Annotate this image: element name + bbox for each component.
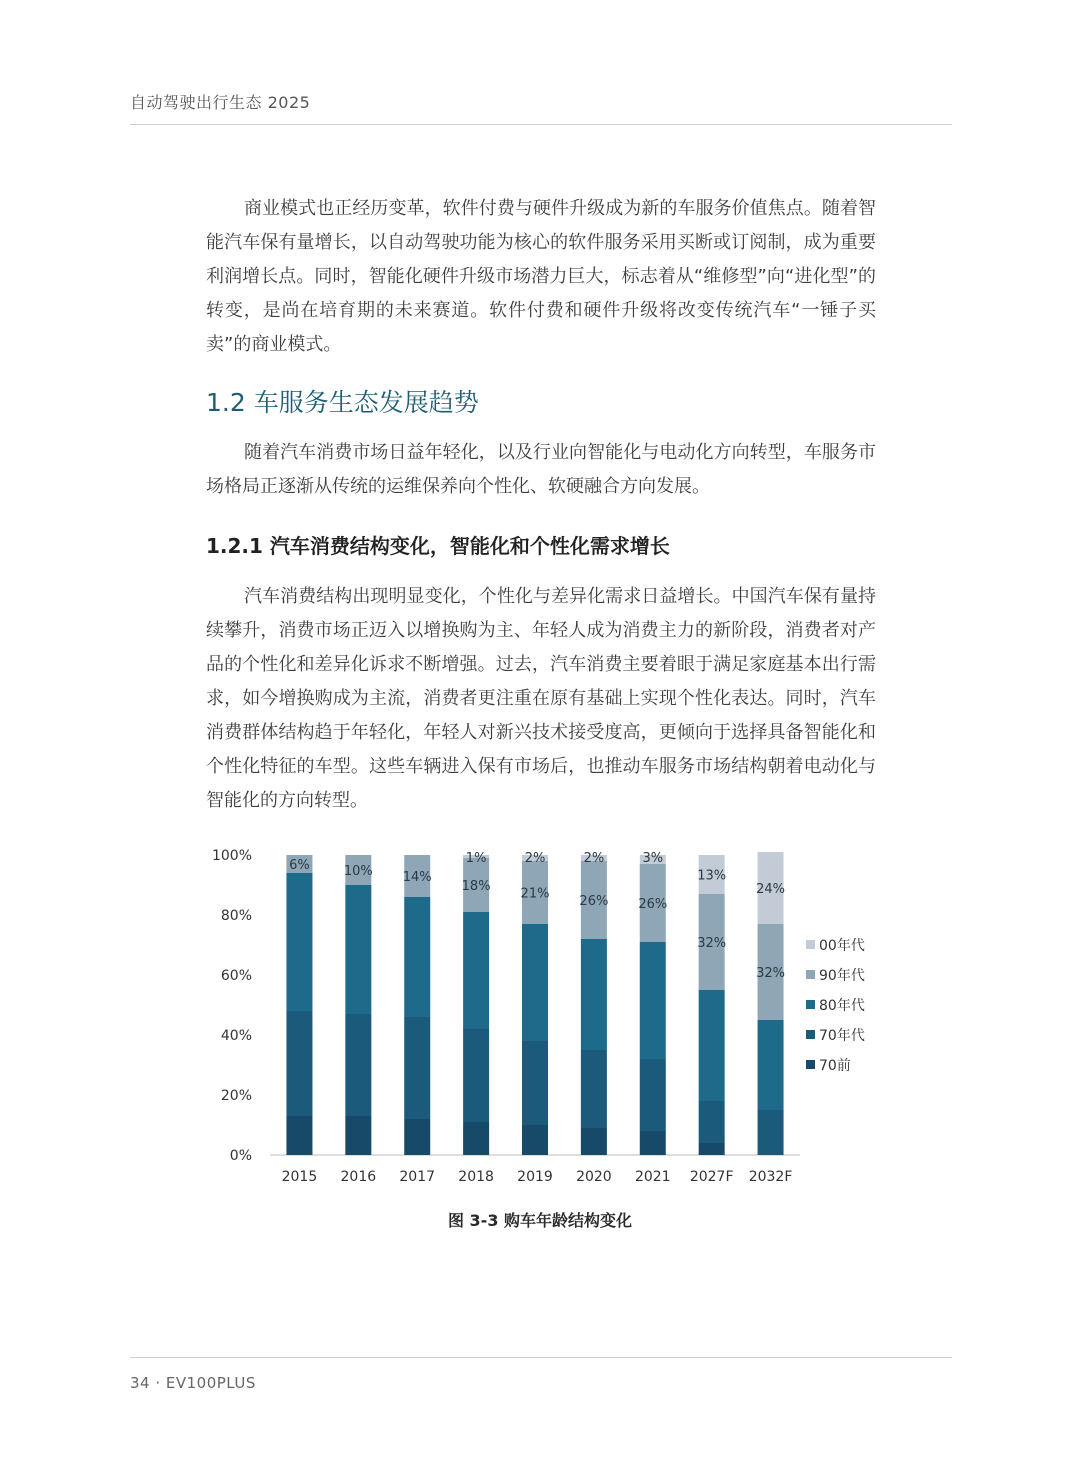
bar-segment — [463, 1029, 489, 1122]
legend-swatch — [806, 1060, 815, 1069]
x-tick-label: 2017 — [399, 1169, 436, 1185]
data-label: 21% — [520, 886, 550, 902]
legend-label: 70年代 — [819, 1028, 865, 1044]
stacked-bar-chart — [200, 840, 900, 1200]
bar-segment — [404, 897, 430, 1017]
y-tick-label: 20% — [220, 1088, 252, 1104]
y-tick-label: 40% — [220, 1028, 252, 1044]
data-label: 2% — [583, 851, 605, 866]
y-tick-label: 80% — [220, 908, 252, 924]
x-tick-label: 2016 — [340, 1169, 377, 1185]
bar-segment — [699, 1143, 725, 1155]
data-label: 2% — [524, 851, 546, 866]
data-label: 24% — [756, 882, 786, 897]
legend-label: 00年代 — [819, 938, 865, 954]
data-label: 26% — [638, 897, 668, 912]
bar-segment — [463, 912, 489, 1029]
data-label: 1% — [465, 851, 487, 866]
legend-swatch — [806, 1000, 815, 1009]
x-tick-label: 2027F — [689, 1169, 734, 1185]
bar-segment — [345, 1014, 371, 1116]
bar-segment — [286, 1116, 312, 1155]
x-tick-label: 2020 — [576, 1169, 612, 1185]
legend-swatch — [806, 1030, 815, 1039]
data-label: 6% — [289, 858, 310, 873]
paragraph-business-model: 商业模式也正经历变革，软件付费与硬件升级成为新的车服务价值焦点。随着智能汽车保有量增长，以自动驾驶功能为核心的软件服务采用买断或订阅制，成为重要利润增长点。同时，智能化硬件升级市场潜力巨大，标志着从“维修型”向“进化型”的转变，是尚在培育期的未来赛道。软件付费和硬件升级将改变传统汽车“一锤子买卖”的商业模式。 — [206, 198, 876, 355]
page-footer: 34 · EV100PLUS — [130, 1374, 256, 1392]
paragraph-consumption-structure: 汽车消费结构出现明显变化，个性化与差异化需求日益增长。中国汽车保有量持续攀升，消费市场正迈入以增换购为主、年轻人成为消费主力的新阶段，消费者对产品的个性化和差异化诉求不断增强。过去，汽车消费主要着眼于满足家庭基本出行需求，如今增换购成为主流，消费者更注重在原有基础上实现个性化表达。同时，汽车消费群体结构趋于年轻化，年轻人对新兴技术接受度高，更倾向于选择具备智能化和个性化特征的车型。这些车辆进入保有市场后，也推动车服务市场结构朝着电动化与智能化的方向转型。 — [206, 586, 876, 811]
bar-segment — [522, 1125, 548, 1155]
data-label: 13% — [697, 868, 727, 884]
bar-segment — [699, 990, 725, 1101]
data-label: 10% — [343, 864, 373, 879]
data-label: 32% — [756, 966, 786, 981]
legend-label: 70前 — [819, 1058, 851, 1074]
bar-segment — [286, 873, 312, 1011]
bar-segment — [463, 1122, 489, 1155]
bar-segment — [286, 1011, 312, 1116]
bar-segment — [640, 942, 666, 1059]
x-tick-label: 2018 — [458, 1169, 494, 1185]
legend-label: 90年代 — [819, 968, 865, 984]
bar-segment — [640, 1131, 666, 1155]
bar-segment — [699, 1101, 725, 1143]
y-tick-label: 60% — [220, 968, 252, 984]
bar-segment — [758, 1110, 784, 1155]
bar-segment — [640, 1059, 666, 1131]
bar-segment — [522, 924, 548, 1041]
bar-segment — [581, 939, 607, 1050]
x-tick-label: 2019 — [517, 1169, 553, 1185]
bar-segment — [404, 1017, 430, 1119]
bar-segment — [581, 1050, 607, 1128]
footer-divider — [130, 1357, 952, 1358]
legend-label: 80年代 — [819, 998, 865, 1014]
paragraph-market-trend: 随着汽车消费市场日益年轻化，以及行业向智能化与电动化方向转型，车服务市场格局正逐渐从传统的运维保养向个性化、软硬融合方向发展。 — [206, 442, 876, 497]
bar-segment — [581, 1128, 607, 1155]
x-tick-label: 2015 — [281, 1169, 318, 1185]
y-tick-label: 0% — [229, 1148, 252, 1164]
header-divider — [130, 124, 952, 125]
data-label: 26% — [579, 894, 609, 909]
x-tick-label: 2021 — [634, 1169, 671, 1185]
figure-caption: 图 3-3 购车年龄结构变化 — [447, 1211, 633, 1230]
age-structure-chart — [200, 840, 900, 1200]
bar-segment — [404, 1119, 430, 1155]
section-heading: 1.2 车服务生态发展趋势 — [206, 388, 479, 417]
data-label: 3% — [642, 851, 664, 866]
data-label: 18% — [461, 879, 491, 894]
data-label: 14% — [402, 870, 432, 885]
y-tick-label: 100% — [211, 848, 252, 864]
running-header: 自动驾驶出行生态 2025 — [130, 93, 311, 112]
bar-segment — [345, 1116, 371, 1155]
bar-segment — [345, 885, 371, 1014]
legend-swatch — [806, 940, 815, 949]
subsection-heading: 1.2.1 汽车消费结构变化，智能化和个性化需求增长 — [206, 534, 670, 558]
data-label: 32% — [697, 936, 727, 951]
bar-segment — [758, 1020, 784, 1110]
x-tick-label: 2032F — [748, 1169, 793, 1185]
bar-segment — [522, 1041, 548, 1125]
legend-swatch — [806, 970, 815, 979]
